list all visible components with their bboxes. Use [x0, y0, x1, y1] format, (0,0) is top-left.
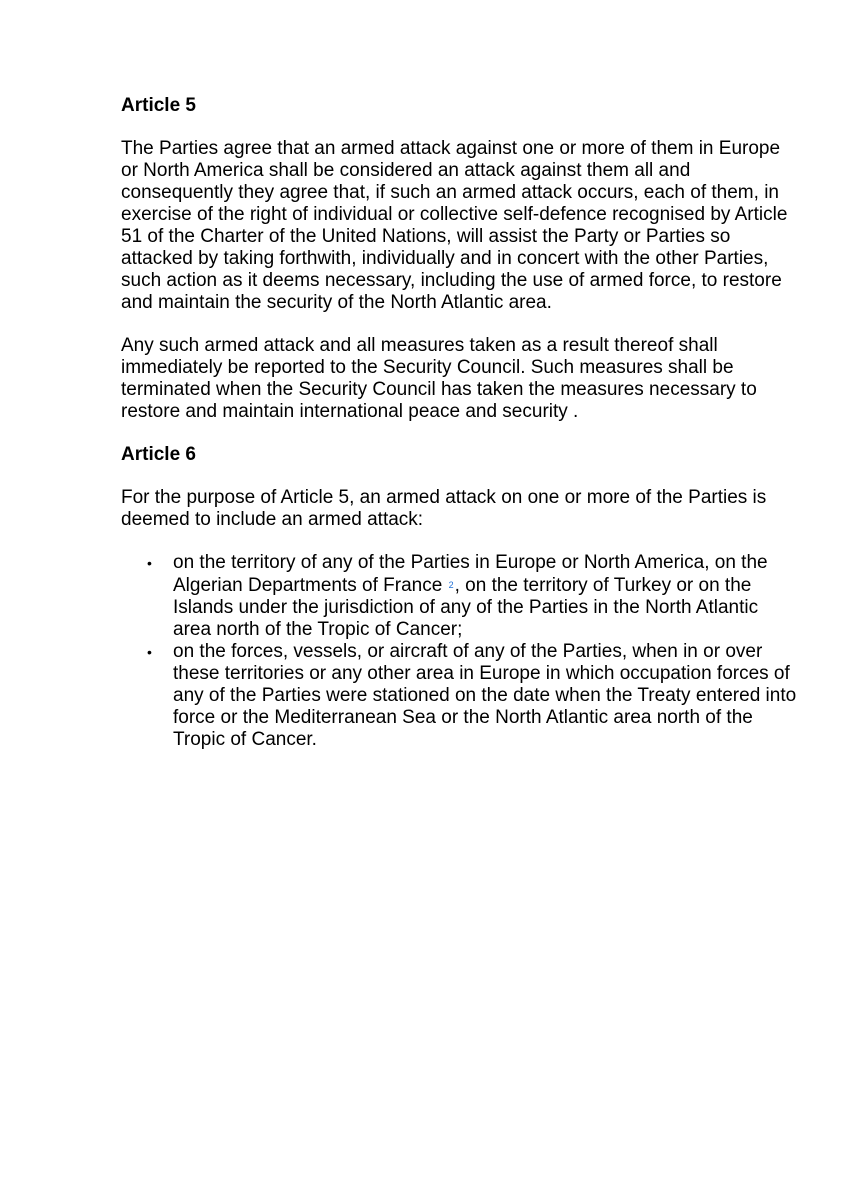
- document-page: [121, 95, 801, 751]
- article-5-paragraph-2: Any such armed attack and all measures taken as a result thereof shall immediately be reported to the Security Council. Such measures shall be terminated when the Security Council has taken the measures necessary to restore and maintain international peace and security .: [121, 335, 757, 422]
- bullet-icon: •: [147, 555, 152, 571]
- list-item: [121, 552, 801, 641]
- bullet-text: on the forces, vessels, or aircraft of any of the Parties, when in or over these territories or any other area in Europe in which occupation forces of any of the Parties were stationed on the date when the Treaty entered into force or the Mediterranean Sea or the North Atlantic area north of the Tropic of Cancer.: [173, 641, 797, 750]
- article-6-intro: For the purpose of Article 5, an armed attack on one or more of the Parties is deemed to include an armed attack:: [121, 487, 767, 530]
- bullet-text-after: , on the territory of Turkey or on the Islands under the jurisdiction of any of the Parties in the North Atlantic area north of the Tropic of Cancer;: [173, 575, 759, 640]
- footnote-link[interactable]: 2: [448, 580, 454, 590]
- article-5-paragraph-1: The Parties agree that an armed attack against one or more of them in Europe or North America shall be considered an attack against them all and consequently they agree that, if such an armed attack occurs, each of them, in exercise of the right of individual or collective self-defence recognised by Article 51 of the Charter of the United Nations, will assist the Party or Parties so attacked by taking forthwith, individually and in concert with the other Parties, such action as it deems necessary, including the use of armed force, to restore and maintain the security of the North Atlantic area.: [121, 138, 788, 313]
- bullet-text-before: on the territory of any of the Parties in Europe or North America, on the Algerian Departments of France: [173, 552, 768, 596]
- article-6-bullet-list: [121, 552, 801, 751]
- list-item: [121, 641, 801, 751]
- bullet-icon: •: [147, 644, 152, 660]
- article-5-heading: Article 5: [121, 95, 196, 116]
- article-6-heading: Article 6: [121, 444, 196, 465]
